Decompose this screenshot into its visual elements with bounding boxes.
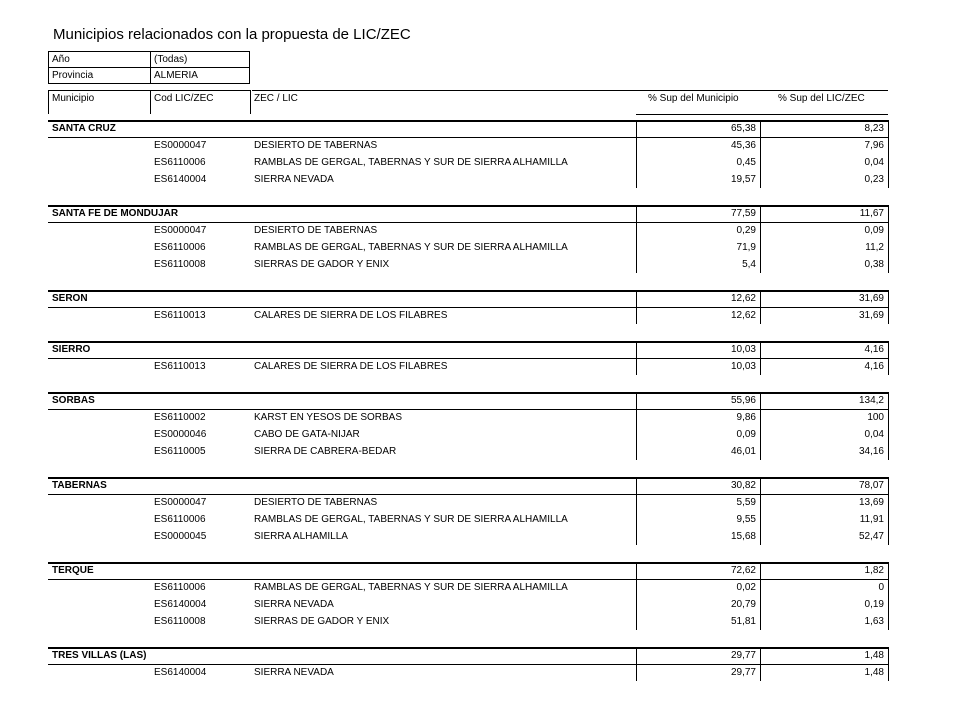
row-divider bbox=[888, 154, 889, 171]
row-divider bbox=[636, 154, 637, 171]
lic-sup-municipio: 0,02 bbox=[736, 582, 756, 593]
filter-value-province[interactable]: ALMERIA bbox=[151, 68, 250, 84]
lic-sup-municipio: 51,81 bbox=[730, 616, 756, 627]
lic-code[interactable]: ES0000047 bbox=[154, 225, 207, 236]
lic-sup-municipio: 9,55 bbox=[736, 514, 756, 525]
row-divider bbox=[636, 494, 637, 511]
lic-code[interactable]: ES6110006 bbox=[154, 514, 206, 525]
row-divider bbox=[636, 443, 637, 460]
column-header-sup-municipio[interactable]: % Sup del Municipio bbox=[648, 93, 739, 104]
row-divider bbox=[636, 596, 637, 613]
row-divider bbox=[760, 596, 761, 613]
lic-sup-municipio: 0,09 bbox=[736, 429, 756, 440]
lic-sup-lic: 0,04 bbox=[864, 157, 884, 168]
row-divider bbox=[636, 239, 637, 256]
lic-sup-lic: 13,69 bbox=[858, 497, 884, 508]
lic-code[interactable]: ES6110005 bbox=[154, 446, 206, 457]
header-divider bbox=[250, 90, 251, 114]
row-divider bbox=[636, 426, 637, 443]
row-divider bbox=[760, 222, 761, 239]
lic-name[interactable]: SIERRA ALHAMILLA bbox=[254, 531, 348, 542]
group-top-line bbox=[48, 562, 888, 564]
lic-name[interactable]: SIERRA NEVADA bbox=[254, 599, 334, 610]
municipio-total-sup-lic: 1,48 bbox=[864, 650, 884, 661]
lic-name[interactable]: DESIERTO DE TABERNAS bbox=[254, 140, 378, 151]
lic-sup-municipio: 5,4 bbox=[742, 259, 756, 270]
row-divider bbox=[760, 494, 761, 511]
group-bottom-line bbox=[48, 409, 888, 410]
filter-table bbox=[48, 51, 250, 84]
lic-code[interactable]: ES0000047 bbox=[154, 140, 207, 151]
municipio-total-sup-municipio: 10,03 bbox=[730, 344, 756, 355]
lic-sup-municipio: 29,77 bbox=[730, 667, 756, 678]
lic-name[interactable]: RAMBLAS DE GERGAL, TABERNAS Y SUR DE SIERRA ALHAMILLA bbox=[254, 242, 568, 253]
row-divider bbox=[636, 579, 637, 596]
group-divider bbox=[888, 477, 889, 494]
row-divider bbox=[888, 222, 889, 239]
lic-code[interactable]: ES6110006 bbox=[154, 582, 206, 593]
group-divider bbox=[636, 120, 637, 137]
filter-value-year[interactable]: (Todas) bbox=[151, 52, 250, 68]
row-divider bbox=[888, 511, 889, 528]
group-divider bbox=[760, 392, 761, 409]
lic-name[interactable]: CABO DE GATA-NIJAR bbox=[254, 429, 360, 440]
lic-sup-lic: 0,09 bbox=[864, 225, 884, 236]
row-divider bbox=[760, 664, 761, 681]
lic-code[interactable]: ES6110002 bbox=[154, 412, 206, 423]
row-divider bbox=[888, 494, 889, 511]
row-divider bbox=[760, 358, 761, 375]
row-divider bbox=[760, 256, 761, 273]
filter-row bbox=[49, 52, 250, 68]
group-divider bbox=[888, 562, 889, 579]
lic-sup-lic: 1,63 bbox=[864, 616, 884, 627]
lic-name[interactable]: CALARES DE SIERRA DE LOS FILABRES bbox=[254, 310, 448, 321]
row-divider bbox=[636, 613, 637, 630]
row-divider bbox=[888, 664, 889, 681]
row-divider bbox=[888, 596, 889, 613]
row-divider bbox=[760, 239, 761, 256]
lic-sup-lic: 1,48 bbox=[864, 667, 884, 678]
group-divider bbox=[636, 392, 637, 409]
municipio-total-sup-municipio: 77,59 bbox=[730, 208, 756, 219]
row-divider bbox=[760, 528, 761, 545]
filter-key-province: Provincia bbox=[49, 68, 151, 84]
lic-sup-lic: 34,16 bbox=[858, 446, 884, 457]
group-top-line bbox=[48, 647, 888, 649]
group-divider bbox=[636, 647, 637, 664]
lic-sup-municipio: 46,01 bbox=[730, 446, 756, 457]
lic-sup-lic: 52,47 bbox=[858, 531, 884, 542]
report-title: Municipios relacionados con la propuesta de LIC/ZEC bbox=[53, 26, 411, 43]
lic-name[interactable]: RAMBLAS DE GERGAL, TABERNAS Y SUR DE SIERRA ALHAMILLA bbox=[254, 582, 568, 593]
lic-sup-municipio: 20,79 bbox=[730, 599, 756, 610]
lic-code[interactable]: ES6110006 bbox=[154, 157, 206, 168]
lic-name[interactable]: SIERRA DE CABRERA-BEDAR bbox=[254, 446, 397, 457]
municipio-name[interactable]: TERQUE bbox=[52, 565, 94, 576]
lic-sup-municipio: 5,59 bbox=[736, 497, 756, 508]
row-divider bbox=[888, 613, 889, 630]
row-divider bbox=[760, 154, 761, 171]
group-divider bbox=[888, 341, 889, 358]
row-divider bbox=[636, 664, 637, 681]
lic-sup-lic: 4,16 bbox=[864, 361, 884, 372]
lic-code[interactable]: ES0000046 bbox=[154, 429, 207, 440]
row-divider bbox=[760, 409, 761, 426]
lic-sup-lic: 0 bbox=[878, 582, 884, 593]
row-divider bbox=[636, 358, 637, 375]
lic-name[interactable]: CALARES DE SIERRA DE LOS FILABRES bbox=[254, 361, 448, 372]
row-divider bbox=[760, 613, 761, 630]
row-divider bbox=[760, 443, 761, 460]
lic-name[interactable]: RAMBLAS DE GERGAL, TABERNAS Y SUR DE SIERRA ALHAMILLA bbox=[254, 514, 568, 525]
row-divider bbox=[636, 256, 637, 273]
filter-row bbox=[49, 68, 250, 84]
municipio-name[interactable]: SORBAS bbox=[52, 395, 95, 406]
column-header-cod[interactable]: Cod LIC/ZEC bbox=[154, 93, 214, 104]
row-divider bbox=[760, 137, 761, 154]
row-divider bbox=[888, 426, 889, 443]
group-divider bbox=[636, 205, 637, 222]
lic-sup-municipio: 0,45 bbox=[736, 157, 756, 168]
row-divider bbox=[760, 579, 761, 596]
municipio-total-sup-municipio: 29,77 bbox=[730, 650, 756, 661]
municipio-name[interactable]: SIERRO bbox=[52, 344, 91, 355]
group-divider bbox=[888, 205, 889, 222]
lic-sup-municipio: 15,68 bbox=[730, 531, 756, 542]
row-divider bbox=[636, 171, 637, 188]
row-divider bbox=[888, 443, 889, 460]
row-divider bbox=[636, 409, 637, 426]
lic-sup-lic: 31,69 bbox=[858, 310, 884, 321]
group-divider bbox=[888, 647, 889, 664]
municipio-total-sup-lic: 11,67 bbox=[859, 208, 884, 219]
row-divider bbox=[760, 511, 761, 528]
row-divider bbox=[888, 137, 889, 154]
group-divider bbox=[760, 562, 761, 579]
lic-name[interactable]: KARST EN YESOS DE SORBAS bbox=[254, 412, 403, 423]
lic-sup-lic: 0,23 bbox=[864, 174, 884, 185]
municipio-total-sup-lic: 78,07 bbox=[858, 480, 884, 491]
lic-sup-lic: 7,96 bbox=[864, 140, 884, 151]
municipio-name[interactable]: TRES VILLAS (LAS) bbox=[52, 650, 147, 661]
row-divider bbox=[636, 307, 637, 324]
row-divider bbox=[888, 579, 889, 596]
lic-sup-lic: 0,19 bbox=[864, 599, 884, 610]
municipio-total-sup-municipio: 72,62 bbox=[730, 565, 756, 576]
group-bottom-line bbox=[48, 307, 888, 308]
lic-code[interactable]: ES0000045 bbox=[154, 531, 207, 542]
row-divider bbox=[888, 409, 889, 426]
lic-code[interactable]: ES6140004 bbox=[154, 667, 207, 678]
row-divider bbox=[636, 528, 637, 545]
municipio-total-sup-lic: 4,16 bbox=[864, 344, 884, 355]
lic-code[interactable]: ES6110008 bbox=[154, 616, 206, 627]
row-divider bbox=[888, 171, 889, 188]
lic-sup-municipio: 10,03 bbox=[730, 361, 756, 372]
lic-code[interactable]: ES0000047 bbox=[154, 497, 207, 508]
lic-sup-lic: 11,2 bbox=[865, 242, 884, 253]
lic-code[interactable]: ES6110006 bbox=[154, 242, 206, 253]
row-divider bbox=[888, 256, 889, 273]
group-divider bbox=[888, 120, 889, 137]
header-divider bbox=[150, 90, 151, 114]
group-bottom-line bbox=[48, 664, 888, 665]
lic-sup-municipio: 71,9 bbox=[736, 242, 756, 253]
column-header-sup-lic[interactable]: % Sup del LIC/ZEC bbox=[778, 93, 865, 104]
lic-name[interactable]: DESIERTO DE TABERNAS bbox=[254, 225, 378, 236]
lic-sup-municipio: 19,57 bbox=[730, 174, 756, 185]
lic-sup-municipio: 45,36 bbox=[730, 140, 756, 151]
municipio-name[interactable]: SERON bbox=[52, 293, 88, 304]
group-divider bbox=[888, 392, 889, 409]
lic-name[interactable]: SIERRAS DE GADOR Y ENIX bbox=[254, 616, 390, 627]
lic-name[interactable]: SIERRA NEVADA bbox=[254, 667, 334, 678]
group-bottom-line bbox=[48, 494, 888, 495]
header-divider bbox=[48, 90, 49, 114]
header-top-line-right bbox=[252, 90, 888, 91]
municipio-total-sup-lic: 8,23 bbox=[864, 123, 884, 134]
municipio-name[interactable]: SANTA CRUZ bbox=[52, 123, 116, 134]
row-divider bbox=[760, 426, 761, 443]
lic-sup-municipio: 9,86 bbox=[736, 412, 756, 423]
row-divider bbox=[760, 307, 761, 324]
row-divider bbox=[888, 239, 889, 256]
group-divider bbox=[636, 290, 637, 307]
row-divider bbox=[636, 222, 637, 239]
group-top-line bbox=[48, 341, 888, 343]
group-divider bbox=[760, 341, 761, 358]
municipio-name[interactable]: SANTA FE DE MONDUJAR bbox=[52, 208, 179, 219]
lic-name[interactable]: SIERRAS DE GADOR Y ENIX bbox=[254, 259, 390, 270]
group-divider bbox=[636, 562, 637, 579]
municipio-total-sup-municipio: 30,82 bbox=[730, 480, 756, 491]
municipio-total-sup-municipio: 55,96 bbox=[730, 395, 756, 406]
group-divider bbox=[760, 205, 761, 222]
group-divider bbox=[636, 477, 637, 494]
lic-sup-municipio: 0,29 bbox=[736, 225, 756, 236]
group-bottom-line bbox=[48, 358, 888, 359]
row-divider bbox=[888, 358, 889, 375]
row-divider bbox=[760, 171, 761, 188]
filter-key-year: Año bbox=[49, 52, 151, 68]
header-top-line-left bbox=[48, 90, 250, 91]
lic-code[interactable]: ES6110013 bbox=[154, 310, 206, 321]
lic-code[interactable]: ES6140004 bbox=[154, 599, 207, 610]
lic-sup-lic: 100 bbox=[867, 412, 884, 423]
lic-code[interactable]: ES6140004 bbox=[154, 174, 207, 185]
group-divider bbox=[760, 290, 761, 307]
column-header-municipio[interactable]: Municipio bbox=[52, 93, 95, 104]
group-bottom-line bbox=[48, 137, 888, 138]
group-divider bbox=[760, 120, 761, 137]
lic-name[interactable]: RAMBLAS DE GERGAL, TABERNAS Y SUR DE SIERRA ALHAMILLA bbox=[254, 157, 568, 168]
group-divider bbox=[760, 647, 761, 664]
lic-sup-lic: 0,38 bbox=[864, 259, 884, 270]
group-top-line bbox=[48, 477, 888, 479]
row-divider bbox=[888, 528, 889, 545]
municipio-total-sup-lic: 1,82 bbox=[864, 565, 884, 576]
group-top-line bbox=[48, 392, 888, 394]
municipio-total-sup-municipio: 65,38 bbox=[730, 123, 756, 134]
lic-name[interactable]: SIERRA NEVADA bbox=[254, 174, 334, 185]
municipio-total-sup-lic: 134,2 bbox=[858, 395, 884, 406]
lic-code[interactable]: ES6110008 bbox=[154, 259, 206, 270]
municipio-name[interactable]: TABERNAS bbox=[52, 480, 107, 491]
row-divider bbox=[888, 307, 889, 324]
row-divider bbox=[636, 137, 637, 154]
row-divider bbox=[636, 511, 637, 528]
lic-sup-municipio: 12,62 bbox=[730, 310, 756, 321]
municipio-total-sup-municipio: 12,62 bbox=[730, 293, 756, 304]
group-divider bbox=[636, 341, 637, 358]
group-bottom-line bbox=[48, 579, 888, 580]
group-divider bbox=[888, 290, 889, 307]
lic-code[interactable]: ES6110013 bbox=[154, 361, 206, 372]
column-header-zec-lic[interactable]: ZEC / LIC bbox=[254, 93, 298, 104]
lic-name[interactable]: DESIERTO DE TABERNAS bbox=[254, 497, 378, 508]
group-divider bbox=[760, 477, 761, 494]
group-top-line bbox=[48, 290, 888, 292]
lic-sup-lic: 11,91 bbox=[859, 514, 884, 525]
group-bottom-line bbox=[48, 222, 888, 223]
municipio-total-sup-lic: 31,69 bbox=[858, 293, 884, 304]
group-top-line bbox=[48, 120, 888, 122]
lic-sup-lic: 0,04 bbox=[864, 429, 884, 440]
